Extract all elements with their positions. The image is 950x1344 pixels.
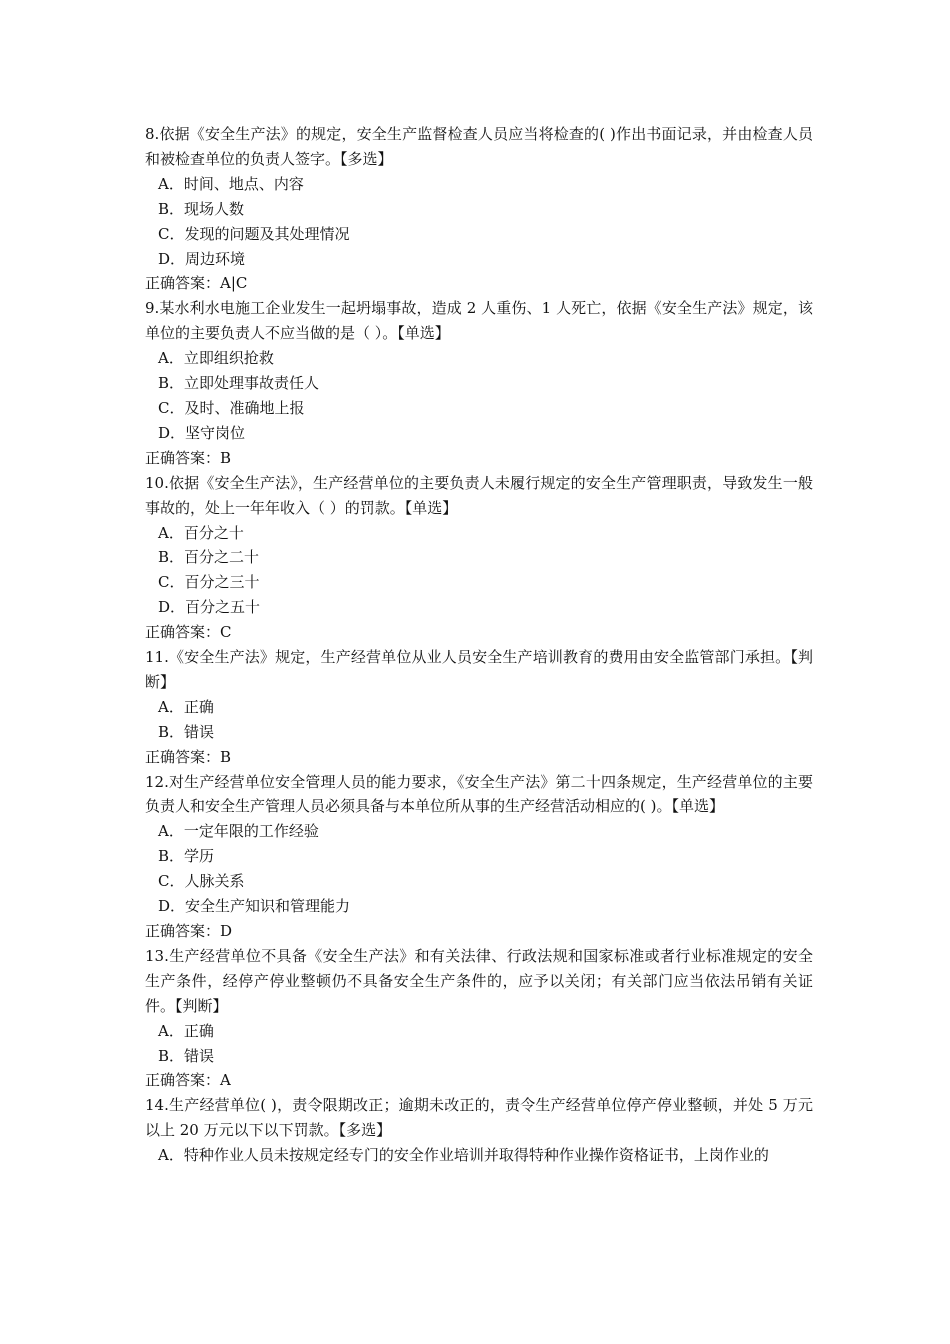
- option-b: B．错误: [158, 722, 215, 741]
- answer-value: D: [220, 922, 233, 940]
- option-a: A．立即组织抢救: [158, 349, 274, 368]
- option-c: C．及时、准确地上报: [158, 398, 305, 417]
- answer-label: 正确答案：: [145, 1071, 221, 1090]
- answer-line: [145, 1068, 813, 1093]
- document-page: [145, 122, 813, 1168]
- answer-value: B: [220, 747, 232, 766]
- answer-label: 正确答案：: [145, 623, 221, 642]
- option-b: B．现场人数: [158, 199, 245, 218]
- option-d: D．坚守岗位: [158, 423, 246, 442]
- answer-value: B: [220, 448, 232, 467]
- question-12: [145, 770, 813, 944]
- answer-line: [145, 620, 813, 645]
- answer-line: [145, 446, 813, 471]
- question-text: 13.生产经营单位不具备《安全生产法》和有关法律、行政法规和国家标准或者行业标准规定的安全生产条件，经停产停业整顿仍不具备安全生产条件的，应予以关闭；有关部门应当依法吊销有关证件。【判断】: [145, 946, 813, 1015]
- option-c: C．人脉关系: [158, 872, 245, 891]
- question-text: 8.依据《安全生产法》的规定，安全生产监督检查人员应当将检查的( )作出书面记录，并由检查人员和被检查单位的负责人签字。【多选】: [145, 125, 813, 168]
- question-9: [145, 296, 813, 470]
- answer-value: A|C: [220, 274, 248, 293]
- option-d: D．安全生产知识和管理能力: [158, 897, 351, 916]
- question-text: 12.对生产经营单位安全管理人员的能力要求，《安全生产法》第二十四条规定，生产经营单位的主要负责人和安全生产管理人员必须具备与本单位所从事的生产经营活动相应的( )。【单选】: [145, 772, 813, 816]
- option-d: D．周边环境: [158, 249, 246, 268]
- answer-value: C: [220, 623, 232, 642]
- question-text: 9.某水利水电施工企业发生一起坍塌事故，造成 2 人重伤、1 人死亡，依据《安全生产法》规定，该单位的主要负责人不应当做的是（ ）。【单选】: [145, 299, 813, 343]
- option-a: A．时间、地点、内容: [158, 174, 304, 193]
- answer-label: 正确答案：: [145, 747, 221, 766]
- option-a: A．正确: [158, 697, 214, 716]
- option-d: D．百分之五十: [158, 598, 261, 617]
- option-a: A．百分之十: [158, 523, 244, 542]
- question-11: [145, 645, 813, 770]
- option-a: A．正确: [158, 1021, 214, 1040]
- option-b: B．学历: [158, 847, 215, 866]
- answer-line: [145, 271, 813, 296]
- question-14: [145, 1093, 813, 1168]
- option-a: A．特种作业人员未按规定经专门的安全作业培训并取得特种作业操作资格证书，上岗作业的: [158, 1146, 769, 1165]
- option-c: C．百分之三十: [158, 573, 260, 592]
- option-a: A．一定年限的工作经验: [158, 822, 319, 841]
- answer-value: A: [220, 1071, 231, 1090]
- option-b: B．立即处理事故责任人: [158, 374, 320, 393]
- answer-label: 正确答案：: [145, 274, 221, 293]
- question-8: [145, 122, 813, 296]
- answer-label: 正确答案：: [145, 922, 221, 940]
- option-c: C．发现的问题及其处理情况: [158, 224, 350, 243]
- answer-line: [145, 919, 813, 944]
- answer-line: [145, 745, 813, 770]
- answer-label: 正确答案：: [145, 448, 221, 467]
- question-13: [145, 944, 813, 1093]
- question-text: 10.依据《安全生产法》，生产经营单位的主要负责人未履行规定的安全生产管理职责，导致发生一般事故的，处上一年年收入（ ）的罚款。【单选】: [145, 473, 813, 517]
- question-text: 11.《安全生产法》规定，生产经营单位从业人员安全生产培训教育的费用由安全监管部门承担。【判断】: [145, 648, 813, 691]
- option-b: B．错误: [158, 1046, 215, 1065]
- question-10: [145, 471, 813, 645]
- option-b: B．百分之二十: [158, 548, 260, 567]
- question-text: 14.生产经营单位( )，责令限期改正；逾期未改正的，责令生产经营单位停产停业整顿，并处 5 万元以上 20 万元以下以下罚款。【多选】: [145, 1096, 813, 1140]
